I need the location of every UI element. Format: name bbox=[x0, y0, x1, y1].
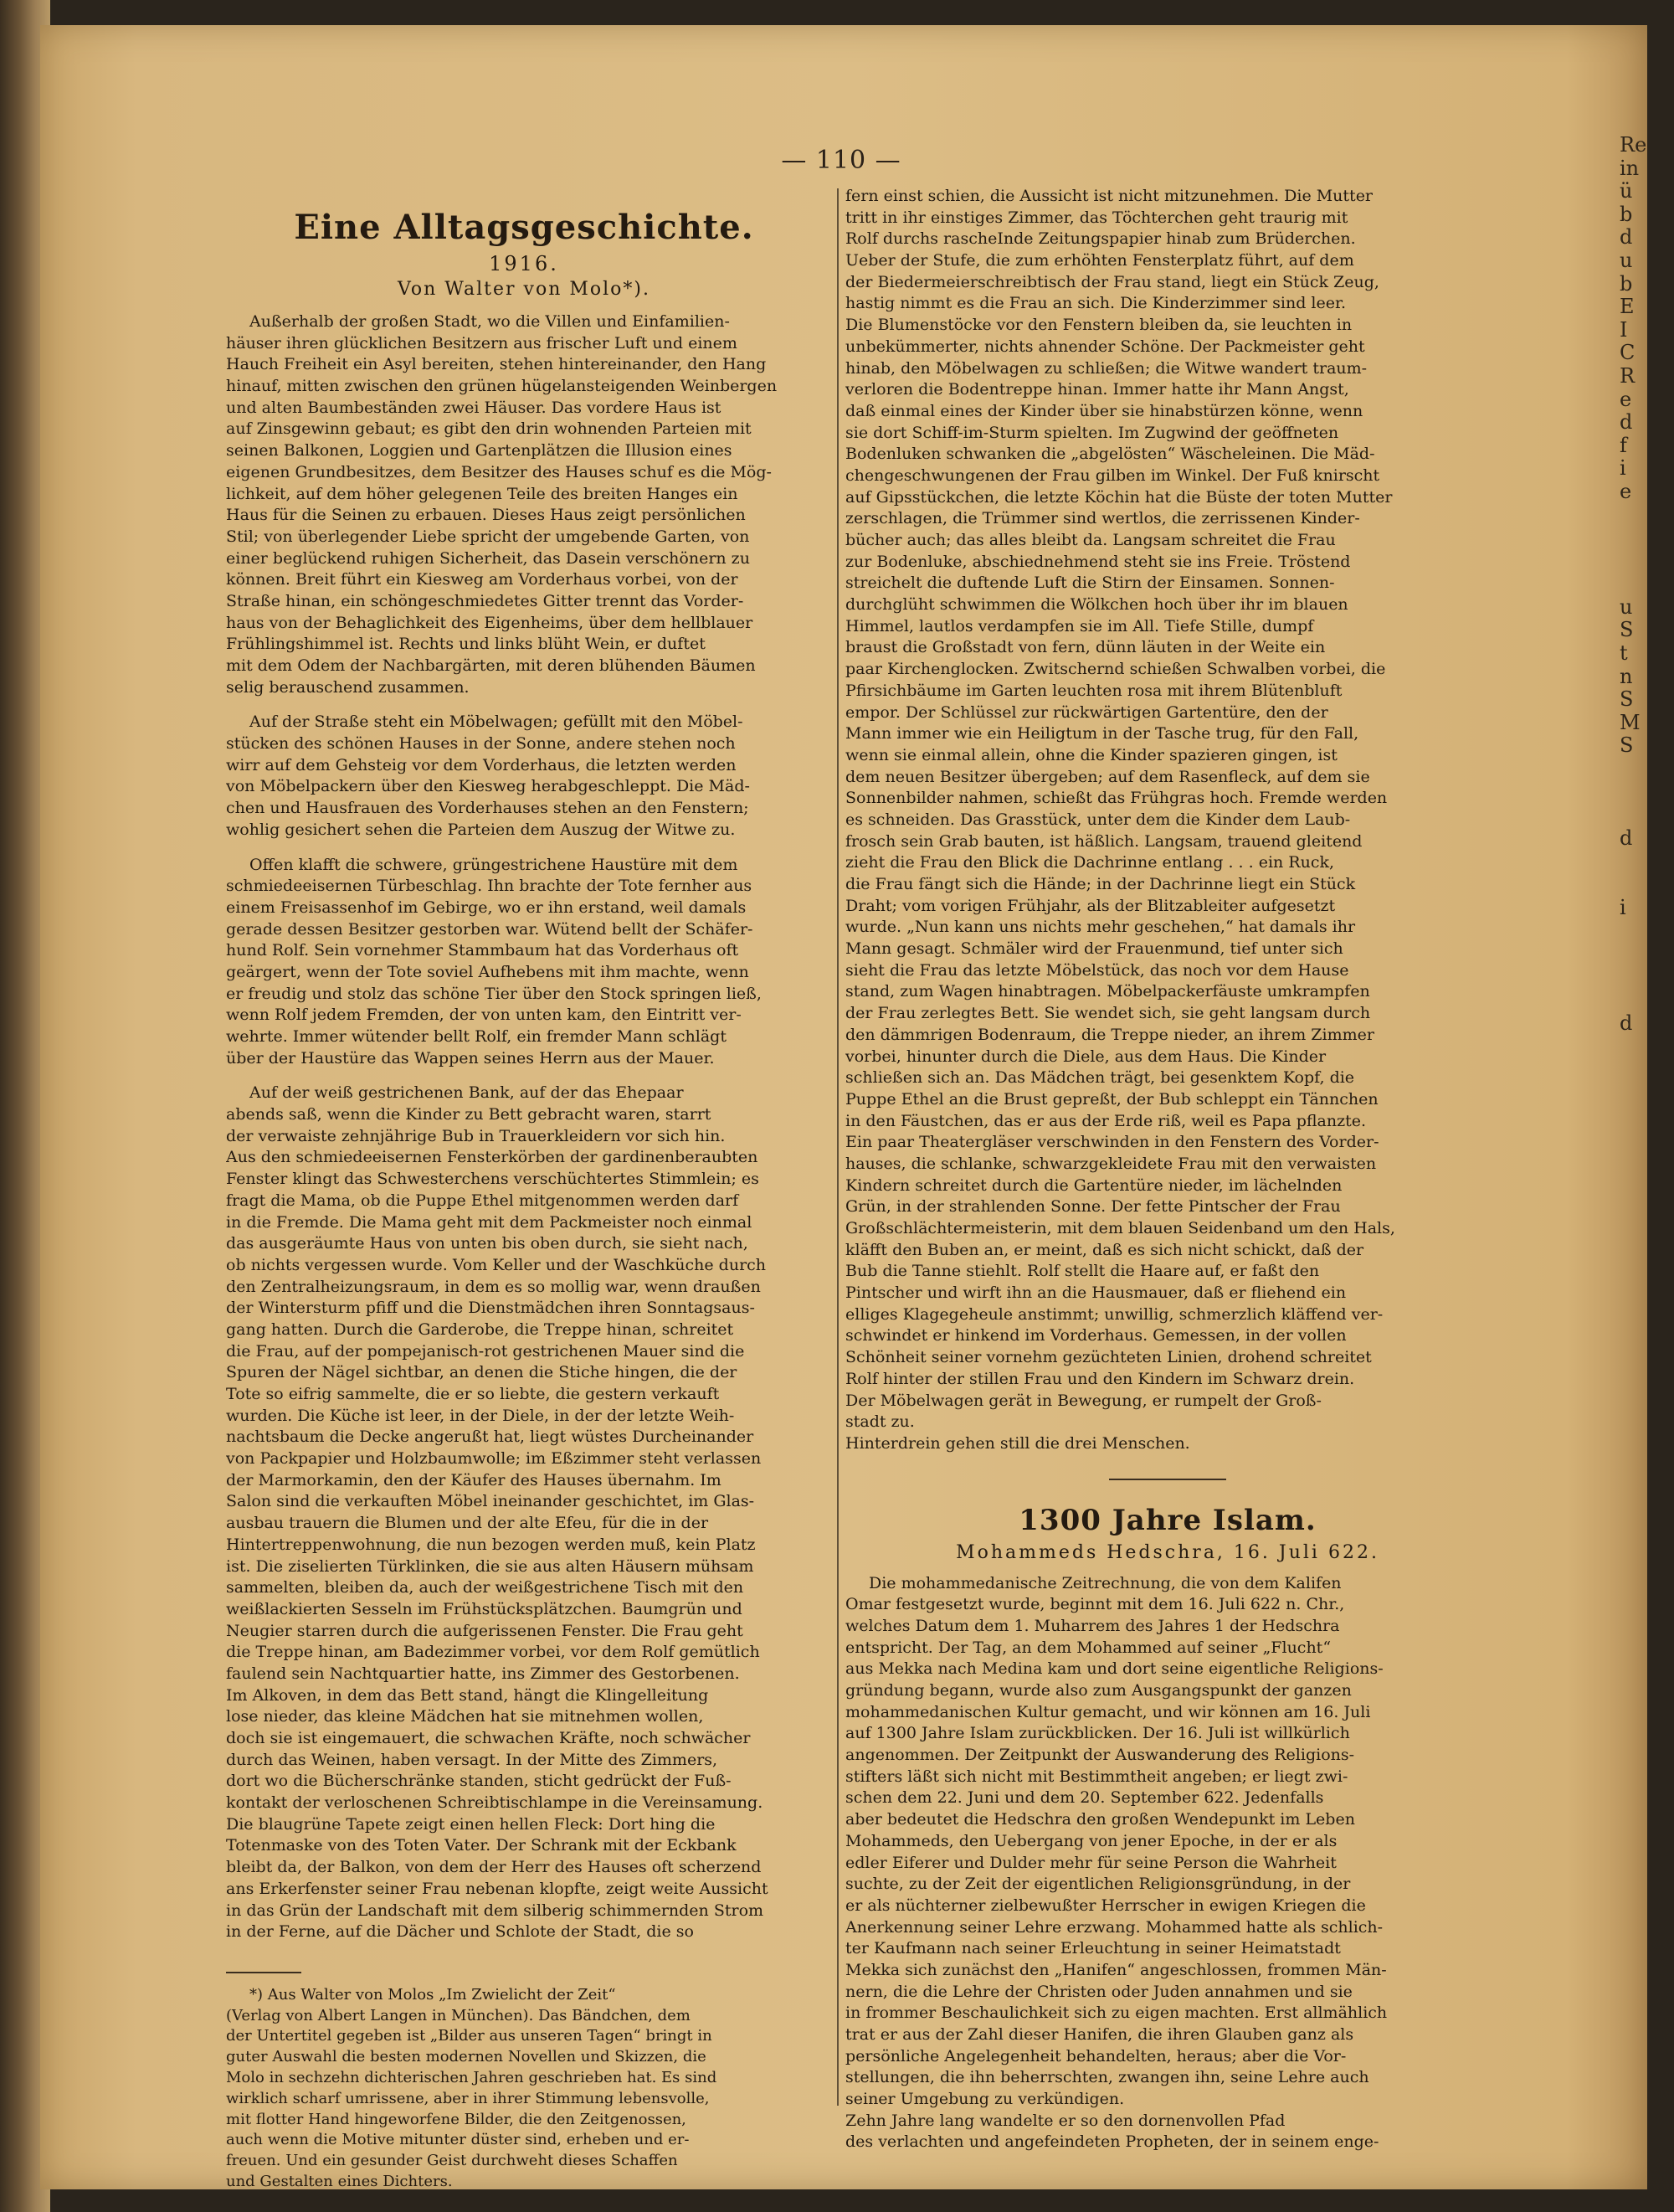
text-line: vorbei, hinunter durch die Diele, aus dem Haus. Die Kinder bbox=[845, 1047, 1327, 1066]
section-rule bbox=[1109, 1479, 1226, 1480]
next-page-fragment: C bbox=[1620, 341, 1635, 365]
text-line: der verwaiste zehnjährige Bub in Trauerkleidern vor sich hin. bbox=[226, 1126, 726, 1145]
text-line: die Treppe hinan, am Badezimmer vorbei, vor dem Rolf gemütlich bbox=[226, 1643, 760, 1662]
next-page-fragment: f bbox=[1620, 433, 1627, 457]
text-line: zerschlagen, die Trümmer sind wertlos, die zerrissenen Kinder- bbox=[845, 509, 1360, 528]
next-page-fragment: n bbox=[1620, 664, 1633, 688]
text-line: Der Möbelwagen gerät in Bewegung, er rumpelt der Groß- bbox=[845, 1391, 1322, 1410]
text-line: von Packpapier und Holzbaumwolle; im Eßzimmer steht verlassen bbox=[226, 1449, 762, 1469]
text-line: Himmel, lautlos verdampfen sie im All. Tiefe Stille, dumpf bbox=[845, 616, 1314, 635]
text-line: der Biedermeierschreibtisch der Frau stand, liegt ein Stück Zeug, bbox=[845, 272, 1379, 291]
text-line: Grün, in der strahlenden Sonne. Der fette Pintscher der Frau bbox=[845, 1197, 1341, 1217]
text-line: fragt die Mama, ob die Puppe Ethel mitgenommen werden darf bbox=[226, 1191, 739, 1210]
text-line: Kindern schreitet durch die Gartentüre nieder, im lächelnden bbox=[845, 1175, 1343, 1195]
next-page-fragment: e bbox=[1620, 479, 1632, 503]
paragraph-gap bbox=[226, 698, 822, 712]
next-page-fragment: b bbox=[1620, 202, 1633, 226]
text-line: in der Ferne, auf die Dächer und Schlote der Stadt, die so bbox=[226, 1922, 694, 1942]
text-line: und alten Baumbeständen zwei Häuser. Das vordere Haus ist bbox=[226, 398, 721, 417]
text-line: Hinterdrein gehen still die drei Menschen. bbox=[845, 1433, 1190, 1453]
next-page-fragment bbox=[1620, 965, 1670, 989]
next-page-fragment bbox=[1620, 781, 1670, 805]
next-page-fragment bbox=[1620, 850, 1670, 873]
left-column bbox=[226, 201, 822, 2193]
text-line: einer beglückend ruhigen Sicherheit, das Dasein verschönern zu bbox=[226, 548, 750, 568]
text-line: auf 1300 Jahre Islam zurückblicken. Der 16. Juli ist willkürlich bbox=[845, 1724, 1350, 1743]
text-line: ob nichts vergessen wurde. Vom Keller und der Waschküche durch bbox=[226, 1255, 767, 1274]
text-line: abends saß, wenn die Kinder zu Bett gebracht waren, starrt bbox=[226, 1105, 711, 1124]
text-line: chen und Hausfrauen des Vorderhauses stehen an den Fenstern; bbox=[226, 799, 749, 818]
text-line: auf Zinsgewinn gebaut; es gibt den drin wohnenden Parteien mit bbox=[226, 419, 752, 439]
text-line: in die Fremde. Die Mama geht mit dem Packmeister noch einmal bbox=[226, 1212, 752, 1232]
text-line: der Marmorkamin, den der Käufer des Hauses übernahm. Im bbox=[226, 1470, 721, 1489]
next-page-fragment: R bbox=[1620, 363, 1635, 388]
next-page-fragment bbox=[1620, 527, 1670, 550]
text-line: hastig nimmt es die Frau an sich. Die Kinderzimmer sind leer. bbox=[845, 294, 1347, 313]
text-line: können. Breit führt ein Kiesweg am Vorderhaus vorbei, von der bbox=[226, 570, 738, 589]
text-line: entspricht. Der Tag, an dem Mohammed auf seiner „Flucht“ bbox=[845, 1638, 1332, 1657]
text-line: Zehn Jahre lang wandelte er so den dornenvollen Pfad bbox=[845, 2111, 1286, 2130]
next-page-fragment: t bbox=[1620, 641, 1628, 666]
text-line: Rolf durchs rascheInde Zeitungspapier hinab zum Brüderchen. bbox=[845, 229, 1356, 249]
text-line: Ueber der Stufe, die zum erhöhten Fensterplatz führt, auf dem bbox=[845, 251, 1354, 270]
text-line: stadt zu. bbox=[845, 1412, 915, 1432]
text-line: lose nieder, das kleine Mädchen hat sie mitnehmen wollen, bbox=[226, 1707, 704, 1726]
text-line: suchte, zu der Zeit der eigentlichen Religionsgründung, in der bbox=[845, 1875, 1351, 1894]
right-column bbox=[845, 186, 1490, 2153]
text-line: frosch sein Grab bauten, ist häßlich. Langsam, trauend gleitend bbox=[845, 831, 1363, 851]
text-line: Molo in sechzehn dichterischen Jahren geschrieben hat. Es sind bbox=[226, 2069, 717, 2087]
text-line: tritt in ihr einstiges Zimmer, das Töchterchen geht traurig mit bbox=[845, 208, 1348, 227]
text-line: Die mohammedanische Zeitrechnung, die von dem Kalifen bbox=[869, 1573, 1342, 1592]
next-page-fragment: u bbox=[1620, 248, 1633, 272]
article-body-islam bbox=[845, 1573, 1490, 2154]
text-line: hauses, die schlanke, schwarzgekleidete Frau mit den verwaisten bbox=[845, 1154, 1377, 1173]
text-line: aber bedeutet die Hedschra den großen Wendepunkt im Leben bbox=[845, 1810, 1355, 1829]
text-line: Außerhalb der großen Stadt, wo die Villen und Einfamilien- bbox=[249, 312, 730, 331]
footnote-rule bbox=[226, 1972, 301, 1973]
text-line: Rolf hinter der stillen Frau und den Kindern im Schwarz drein. bbox=[845, 1369, 1355, 1388]
text-line: Die Blumenstöcke vor den Fenstern bleiben da, sie leuchten in bbox=[845, 316, 1353, 335]
text-line: verloren die Bodentreppe hinan. Immer hatte ihr Mann Angst, bbox=[845, 380, 1349, 399]
text-line: Offen klafft die schwere, grüngestrichene Haustüre mit dem bbox=[249, 855, 738, 874]
text-line: wurden. Die Küche ist leer, in der Diele, in der der letzte Weih- bbox=[226, 1406, 735, 1425]
text-line: selig berauschend zusammen. bbox=[226, 677, 470, 697]
next-page-fragment: d bbox=[1620, 1011, 1633, 1035]
text-line: stifters läßt sich nicht mit Bestimmtheit angeben; er liegt zwi- bbox=[845, 1767, 1348, 1786]
text-line: Auf der weiß gestrichenen Bank, auf der das Ehepaar bbox=[249, 1083, 684, 1103]
text-line: mit flotter Hand hingeworfene Bilder, die den Zeitgenossen, bbox=[226, 2110, 686, 2128]
text-line: Hintertreppenwohnung, die nun bezogen werden muß, kein Platz bbox=[226, 1535, 756, 1554]
text-line: das ausgeräumte Haus von unten bis oben durch, sie sieht nach, bbox=[226, 1234, 748, 1253]
text-line: mit dem Odem der Nachbargärten, mit deren blühenden Bäumen bbox=[226, 656, 756, 675]
next-page-fragment: E bbox=[1620, 295, 1635, 319]
next-page-fragment: Re bbox=[1620, 134, 1647, 157]
text-line: Die blaugrüne Tapete zeigt einen hellen Fleck: Dort hing die bbox=[226, 1814, 716, 1834]
text-line: Spuren der Nägel sichtbar, an denen die Stiche hingen, die der bbox=[226, 1363, 737, 1382]
text-line: von Möbelpackern über den Kiesweg herabgeschleppt. Die Mäd- bbox=[226, 777, 750, 796]
text-line: Draht; vom vorigen Frühjahr, als der Blitzableiter aufgesetzt bbox=[845, 896, 1336, 915]
text-line: hinab, den Möbelwagen zu schließen; die Witwe wandert traum- bbox=[845, 358, 1368, 378]
text-line: schen dem 22. Juni und dem 20. September 622. Jedenfalls bbox=[845, 1788, 1324, 1808]
text-line: es schneiden. Das Grasstück, unter dem die Kinder dem Laub- bbox=[845, 810, 1351, 829]
text-line: unbekümmerter, nichts ahnender Schöne. Der Packmeister geht bbox=[845, 337, 1365, 356]
next-page-fragment bbox=[1620, 919, 1670, 943]
text-line: der Untertitel gegeben ist „Bilder aus unseren Tagen“ bringt in bbox=[226, 2027, 712, 2045]
next-page-fragment bbox=[1620, 550, 1670, 574]
text-line: dem neuen Besitzer übergeben; auf dem Rasenfleck, auf dem sie bbox=[845, 767, 1370, 786]
text-line: auf Gipsstückchen, die letzte Köchin hat die Büste der toten Mutter bbox=[845, 487, 1393, 507]
article-title: Eine Alltagsgeschichte. bbox=[294, 208, 754, 247]
next-page-fragment bbox=[1620, 504, 1670, 527]
text-line: edler Eiferer und Dulder mehr für seine Person die Wahrheit bbox=[845, 1853, 1337, 1872]
text-line: hinauf, mitten zwischen den grünen hügelansteigenden Weinbergen bbox=[226, 377, 778, 396]
text-line: in frommer Beschaulichkeit sich zu eigen machten. Erst allmählich bbox=[845, 2004, 1388, 2023]
article-subtitle-islam: Mohammeds Hedschra, 16. Juli 622. bbox=[956, 1541, 1379, 1563]
next-page-fragment: e bbox=[1620, 387, 1632, 411]
article-author: Von Walter von Molo*). bbox=[398, 279, 650, 300]
next-page-fragment: S bbox=[1620, 687, 1634, 712]
text-line: und Gestalten eines Dichters. bbox=[226, 2173, 453, 2191]
text-line: durch das Weinen, haben versagt. In der Mitte des Zimmers, bbox=[226, 1750, 718, 1769]
text-line: stücken des schönen Hauses in der Sonne, andere stehen noch bbox=[226, 734, 736, 754]
text-line: eigenen Grundbesitzes, dem Besitzer des Hauses schuf es die Mög- bbox=[226, 462, 772, 481]
text-line: bleibt da, der Balkon, von dem der Herr des Hauses oft scherzend bbox=[226, 1858, 762, 1877]
text-line: nern, die die Lehre der Christen oder Juden annahmen und sie bbox=[845, 1982, 1353, 2001]
next-page-fragment bbox=[1620, 873, 1670, 897]
next-page-fragment: b bbox=[1620, 271, 1633, 296]
text-line: persönliche Angelegenheit behandelten, heraus; aber die Vor- bbox=[845, 2046, 1347, 2065]
next-page-fragment: S bbox=[1620, 618, 1634, 642]
text-line: trat er aus der Zahl dieser Hanifen, die ihren Glauben ganz als bbox=[845, 2025, 1354, 2044]
text-line: auch wenn die Motive mitunter düster sind, erheben und er- bbox=[226, 2131, 690, 2149]
text-line: freuen. Und ein gesunder Geist durchweht dieses Schaffen bbox=[226, 2152, 678, 2170]
next-page-fragment: d bbox=[1620, 826, 1633, 850]
text-line: sieht die Frau das letzte Möbelstück, das noch vor dem Hause bbox=[845, 960, 1349, 980]
text-line: (Verlag von Albert Langen in München). Das Bändchen, dem bbox=[226, 2006, 691, 2024]
text-line: ausbau trauern die Blumen und der alte Efeu, für die in der bbox=[226, 1514, 709, 1533]
text-line: nachtsbaum die Decke angerußt hat, liegt wüstes Durcheinander bbox=[226, 1428, 754, 1447]
text-line: zur Bodenluke, abschiednehmend steht sie ins Freie. Tröstend bbox=[845, 552, 1351, 571]
text-line: ter Kaufmann nach seiner Erleuchtung in seiner Heimatstadt bbox=[845, 1939, 1341, 1958]
article-title-islam: 1300 Jahre Islam. bbox=[1019, 1503, 1317, 1537]
text-line: Puppe Ethel an die Brust gepreßt, der Bub schleppt ein Tännchen bbox=[845, 1089, 1379, 1109]
next-page-fragment: ü bbox=[1620, 179, 1633, 203]
text-line: ist. Die ziselierten Türklinken, die sie aus alten Häusern mühsam bbox=[226, 1556, 754, 1576]
text-line: gründung begann, wurde also zum Ausgangspunkt der ganzen bbox=[845, 1681, 1352, 1700]
text-line: Pintscher und wirft ihn an die Hausmauer, daß er fliehend ein bbox=[845, 1283, 1347, 1303]
text-line: Stil; von überlegender Liebe spricht der umgebende Garten, von bbox=[226, 527, 750, 546]
text-line: empor. Der Schlüssel zur rückwärtigen Gartentüre, den der bbox=[845, 702, 1328, 722]
text-line: wehrte. Immer wütender bellt Rolf, ein fremder Mann schlägt bbox=[226, 1027, 727, 1046]
page-number: — 110 — bbox=[781, 146, 901, 175]
text-line: Schönheit seiner vornehm gezüchteten Linien, drohend schreitet bbox=[845, 1348, 1372, 1367]
text-line: Totenmaske von des Toten Vater. Der Schrank mit der Eckbank bbox=[226, 1836, 737, 1855]
text-line: schmiedeeisernen Türbeschlag. Ihn brachte der Tote fernher aus bbox=[226, 877, 752, 896]
text-line: hund Rolf. Sein vornehmer Stammbaum hat das Vorderhaus oft bbox=[226, 941, 739, 960]
next-page-fragment: in bbox=[1620, 156, 1640, 180]
text-line: Mekka sich zunächst den „Hanifen“ angeschlossen, frommen Män- bbox=[845, 1960, 1387, 1979]
article-continuation bbox=[845, 186, 1490, 1455]
next-page-fragment: M bbox=[1620, 710, 1641, 734]
next-page-fragment bbox=[1620, 989, 1670, 1012]
text-line: doch sie ist eingemauert, die schwachen Kräfte, noch schwächer bbox=[226, 1729, 751, 1747]
text-line: stellungen, die ihn beherrschten, zwangen ihn, seine Lehre auch bbox=[845, 2068, 1369, 2087]
text-line: fern einst schien, die Aussicht ist nicht mitzunehmen. Die Mutter bbox=[845, 187, 1374, 205]
text-line: wirklich scharf umrissene, aber in ihrer Stimmung lebensvolle, bbox=[226, 2089, 710, 2107]
paragraph-gap bbox=[226, 841, 822, 855]
text-line: Bodenluken schwanken die „abgelösten“ Wäscheleinen. Die Mäd- bbox=[845, 445, 1375, 464]
text-line: gang hatten. Durch die Garderobe, die Treppe hinan, schreitet bbox=[226, 1319, 734, 1339]
text-line: paar Kirchenglocken. Zwitschernd schießen Schwalben vorbei, die bbox=[845, 660, 1386, 679]
text-line: wirr auf dem Gehsteig vor dem Vorderhaus, die letzten werden bbox=[226, 755, 737, 774]
text-line: wenn sie einmal allein, ohne die Kinder spazieren gingen, ist bbox=[845, 745, 1338, 764]
text-line: Straße hinan, ein schöngeschmiedetes Gitter trennt das Vorder- bbox=[226, 591, 744, 610]
text-line: Aus den schmiedeeisernen Fensterkörben der gardinenberaubten bbox=[226, 1148, 758, 1167]
text-line: Pfirsichbäume im Garten leuchten rosa mit ihrem Blütenbluft bbox=[845, 681, 1343, 700]
text-line: Im Alkoven, in dem das Bett stand, hängt die Klingelleitung bbox=[226, 1685, 709, 1705]
text-line: des verlachten und angefeindeten Propheten, der in seinem enge- bbox=[845, 2132, 1379, 2152]
text-line: welches Datum dem 1. Muharrem des Jahres 1 der Hedschra bbox=[845, 1616, 1340, 1635]
text-line: in das Grün der Landschaft mit dem silberig schimmernden Strom bbox=[226, 1901, 764, 1920]
text-line: streichelt die duftende Luft die Stirn der Einsamen. Sonnen- bbox=[845, 574, 1335, 593]
next-page-fragment: d bbox=[1620, 410, 1633, 435]
text-line: Haus für die Seinen zu erbauen. Dieses Haus zeigt persönlichen bbox=[226, 506, 746, 525]
text-line: faulend sein Nachtquartier hatte, ins Zimmer des Gestorbenen. bbox=[226, 1664, 740, 1683]
text-line: Anerkennung seiner Lehre erzwang. Mohammed hatte als schlich- bbox=[845, 1917, 1384, 1937]
next-page-fragment bbox=[1620, 758, 1670, 781]
next-page-fragment: I bbox=[1620, 317, 1628, 342]
text-line: Tote so eifrig sammelte, die er so liebte, die gestern verkauft bbox=[226, 1385, 720, 1403]
text-line: chengeschwungenen der Frau gilben im Winkel. Der Fuß knirscht bbox=[845, 466, 1380, 485]
text-line: bücher auch; das alles bleibt da. Langsam schreitet die Frau bbox=[845, 531, 1336, 549]
text-line: die Frau fängt sich die Hände; in der Dachrinne liegt ein Stück bbox=[845, 875, 1356, 893]
text-line: Salon sind die verkauften Möbel ineinander geschichtet, im Glas- bbox=[226, 1492, 755, 1511]
text-line: Sonnenbilder nahmen, schießt das Frühgras hoch. Fremde werden bbox=[845, 789, 1388, 808]
text-line: Omar festgesetzt wurde, beginnt mit dem 16. Juli 622 n. Chr., bbox=[845, 1595, 1345, 1614]
text-line: seiner Umgebung zu verkündigen. bbox=[845, 2090, 1125, 2109]
text-line: wurde. „Nun kann uns nichts mehr geschehen,“ hat damals ihr bbox=[845, 918, 1356, 937]
text-line: die Frau, auf der pompejanisch-rot gestrichenen Mauer sind die bbox=[226, 1341, 745, 1361]
text-line: geärgert, wenn der Tote soviel Aufhebens mit ihm machte, wenn bbox=[226, 962, 749, 981]
text-line: über der Haustüre das Wappen seines Herrn aus der Mauer. bbox=[226, 1048, 715, 1067]
text-line: lichkeit, auf dem höher gelegenen Teile des breiten Hanges ein bbox=[226, 484, 738, 503]
text-line: er freudig und stolz das schöne Tier über den Stock springen ließ, bbox=[226, 984, 762, 1003]
text-line: wenn Rolf jedem Fremden, der von unten kam, den Eintritt ver- bbox=[226, 1006, 742, 1025]
text-line: der Wintersturm pfiff und die Dienstmädchen ihren Sonntagsaus- bbox=[226, 1299, 755, 1318]
next-page-fragment bbox=[1620, 943, 1670, 966]
text-line: seinen Balkonen, Loggien und Gartenplätzen die Illusion eines bbox=[226, 441, 732, 460]
text-line: guter Auswahl die besten modernen Novellen und Skizzen, die bbox=[226, 2048, 706, 2066]
text-line: daß einmal eines der Kinder über sie hinabstürzen könne, wenn bbox=[845, 401, 1363, 420]
text-line: einem Freisassenhof im Gebirge, wo er ihn erstand, weil damals bbox=[226, 898, 747, 917]
text-line: sammelten, bleiben da, auch der weißgestrichene Tisch mit den bbox=[226, 1578, 744, 1597]
column-divider bbox=[837, 188, 839, 2106]
text-line: Mohammeds, den Uebergang von jener Epoche, in der er als bbox=[845, 1831, 1338, 1850]
text-line: schließen sich an. Das Mädchen trägt, bei gesenktem Kopf, die bbox=[845, 1068, 1355, 1088]
next-page-fragment bbox=[1620, 573, 1670, 596]
text-line: mohammedanischen Kultur gemacht, und wir können am 16. Juli bbox=[845, 1702, 1371, 1721]
text-line: Neugier starren durch die aufgerissenen Fenster. Die Frau geht bbox=[226, 1621, 743, 1640]
text-line: in den Fäustchen, das er aus der Erde riß, weil es Papa pflanzte. bbox=[845, 1111, 1367, 1130]
text-line: Mann gesagt. Schmäler wird der Frauenmund, tief unter sich bbox=[845, 939, 1343, 959]
next-page-fragment: S bbox=[1620, 733, 1634, 758]
text-line: braust die Großstadt von fern, dünn läuten in der Weite ein bbox=[845, 638, 1326, 657]
text-line: den dämmrigen Bodenraum, die Treppe nieder, an ihrem Zimmer bbox=[845, 1025, 1374, 1044]
text-line: ans Erkerfenster seiner Frau nebenan klopfte, zeigt weite Aussicht bbox=[226, 1879, 768, 1898]
text-line: stand, zum Wagen hinabtragen. Möbelpackerfäuste umkrampfen bbox=[845, 982, 1370, 1001]
text-line: Mann immer wie ein Heiligtum in der Tasche trug, für den Fall, bbox=[845, 724, 1359, 743]
text-line: den Zentralheizungsraum, in dem es so mollig war, wenn draußen bbox=[226, 1277, 761, 1296]
text-line: angenommen. Der Zeitpunkt der Auswanderung des Religions- bbox=[845, 1746, 1355, 1765]
text-line: kontakt der verloschenen Schreibtischlampe in die Vereinsamung. bbox=[226, 1793, 763, 1813]
text-line: Bub die Tanne stiehlt. Rolf stellt die Haare auf, er faßt den bbox=[845, 1262, 1320, 1281]
text-line: dort wo die Bücherschränke standen, sticht gedrückt der Fuß- bbox=[226, 1772, 732, 1791]
next-page-fragment: u bbox=[1620, 594, 1633, 619]
text-line: elliges Klagegeheule anstimmt; unwillig, schmerzlich kläffend ver- bbox=[845, 1304, 1384, 1324]
text-line: Frühlingshimmel ist. Rechts und links blüht Wein, er duftet bbox=[226, 635, 706, 654]
article-body bbox=[226, 311, 822, 1943]
text-line: kläfft den Buben an, er meint, daß es sich nicht schickt, daß der bbox=[845, 1240, 1364, 1259]
text-line: *) Aus Walter von Molos „Im Zwielicht der Zeit“ bbox=[249, 1985, 616, 2004]
text-line: gerade dessen Besitzer gestorben war. Wütend bellt der Schäfer- bbox=[226, 919, 753, 939]
footnote bbox=[226, 1985, 822, 2193]
text-line: Ein paar Theatergläser verschwinden in den Fenstern des Vorder- bbox=[845, 1133, 1379, 1152]
text-line: sie dort Schiff-im-Sturm spielten. Im Zugwind der geöffneten bbox=[845, 423, 1339, 442]
text-line: weißlackierten Sesseln im Frühstücksplätzchen. Baumgrün und bbox=[226, 1599, 742, 1618]
text-line: schwindet er hinkend im Vorderhaus. Gemessen, in der vollen bbox=[845, 1326, 1347, 1345]
next-page-edge bbox=[1620, 134, 1670, 2060]
text-line: haus von der Behaglichkeit des Eigenheims, über dem hellblauer bbox=[226, 613, 753, 632]
text-line: durchglüht schwimmen die Wölkchen hoch über ihr im blauen bbox=[845, 595, 1348, 615]
next-page-fragment: i bbox=[1620, 456, 1626, 481]
next-page-fragment: i bbox=[1620, 895, 1626, 919]
text-line: zieht die Frau den Blick die Dachrinne entlang . . . ein Ruck, bbox=[845, 853, 1335, 872]
text-line: der Frau zerlegtes Bett. Sie wendet sich, sie geht langsam durch bbox=[845, 1004, 1371, 1023]
paragraph-gap bbox=[226, 1069, 822, 1083]
text-line: Hauch Freiheit ein Asyl bereiten, stehen hintereinander, den Hang bbox=[226, 355, 767, 374]
article-year: 1916. bbox=[489, 252, 559, 275]
next-page-fragment bbox=[1620, 804, 1670, 827]
text-line: Fenster klingt das Schwesterchens verschüchtertes Stimmlein; es bbox=[226, 1170, 759, 1189]
text-line: häuser ihren glücklichen Besitzern aus frischer Luft und einem bbox=[226, 333, 737, 352]
text-line: Auf der Straße steht ein Möbelwagen; gefüllt mit den Möbel- bbox=[249, 712, 743, 732]
text-line: aus Mekka nach Medina kam und dort seine eigentliche Religions- bbox=[845, 1659, 1384, 1679]
text-line: er als nüchterner zielbewußter Herrscher in ewigen Kriegen die bbox=[845, 1896, 1366, 1915]
text-line: Großschlächtermeisterin, mit dem blauen Seidenband um den Hals, bbox=[845, 1219, 1395, 1237]
next-page-fragment: d bbox=[1620, 225, 1633, 249]
text-line: wohlig gesichert sehen die Parteien dem Auszug der Witwe zu. bbox=[226, 820, 736, 839]
